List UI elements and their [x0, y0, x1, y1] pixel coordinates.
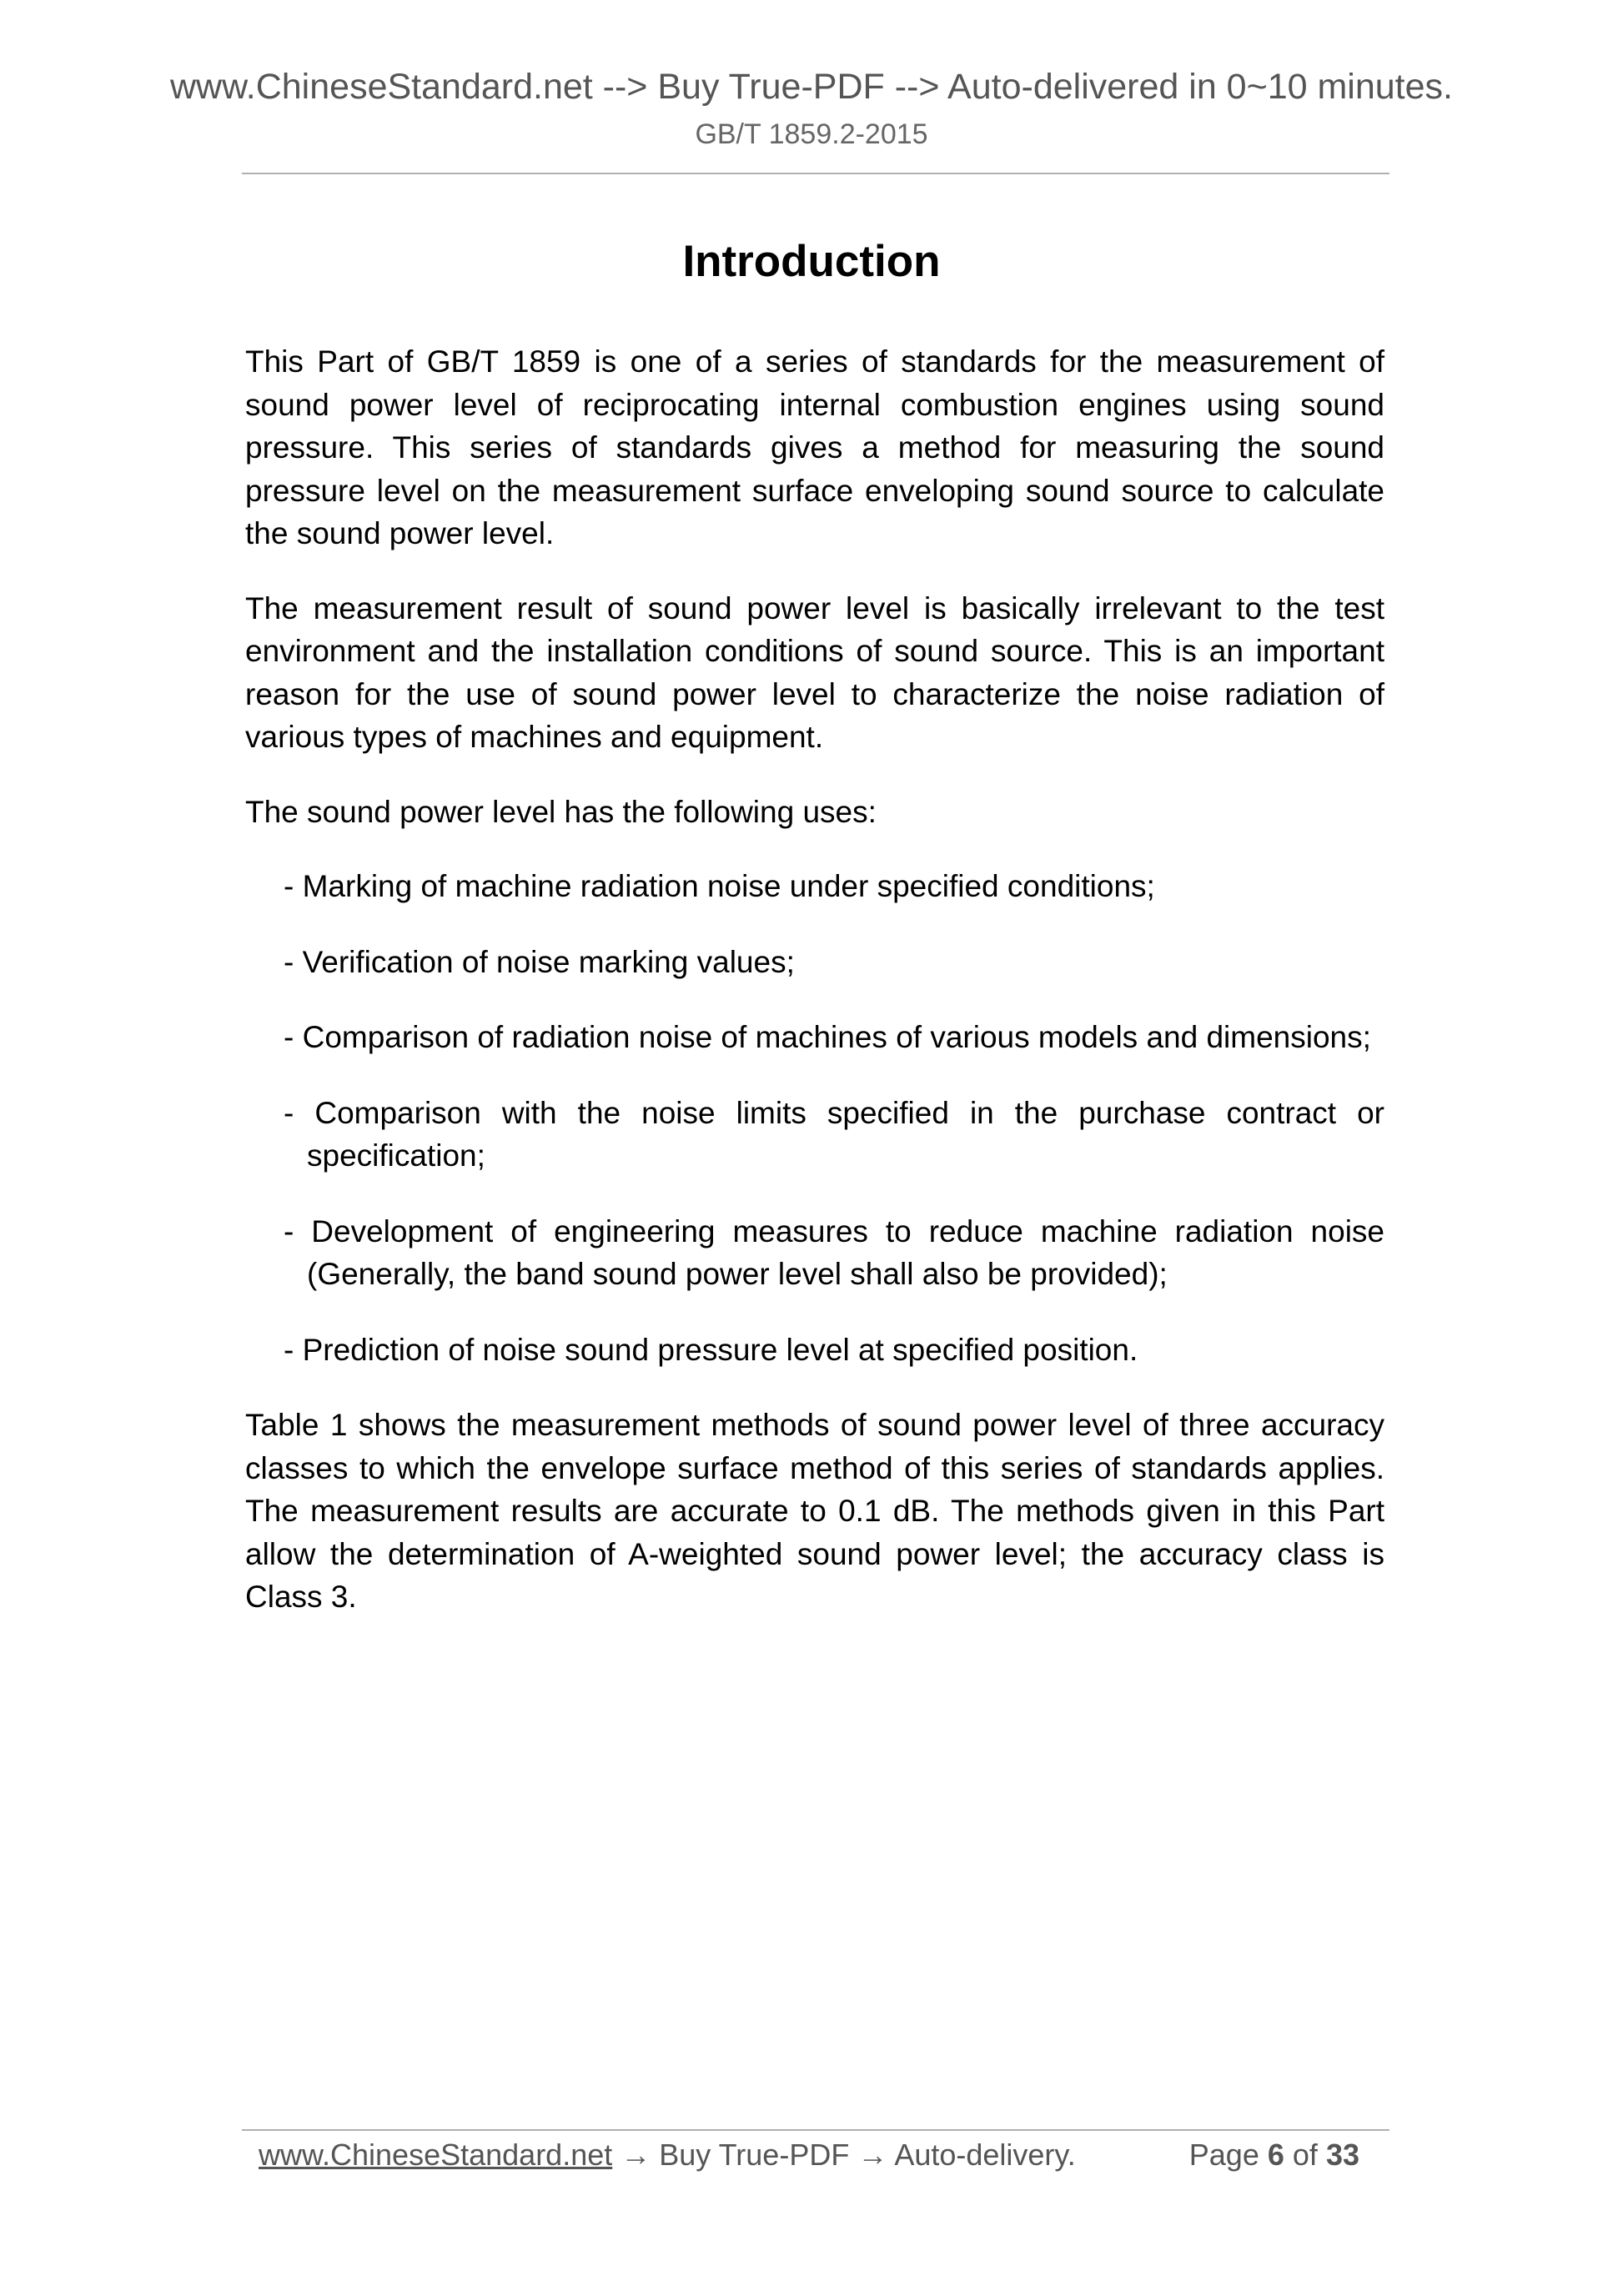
footer-divider	[242, 2129, 1389, 2131]
of-label: of	[1292, 2138, 1318, 2172]
list-item: - Development of engineering measures to reduce machine radiation noise (Generally, the band sound power level shall also be provided);	[284, 1213, 1384, 1291]
list-item: - Comparison of radiation noise of machines of various models and dimensions;	[284, 1020, 1371, 1054]
list-item: - Prediction of noise sound pressure level at specified position.	[284, 1332, 1138, 1367]
page-title: Introduction	[682, 237, 941, 286]
page-label: Page	[1188, 2138, 1259, 2172]
list-item: - Marking of machine radiation noise under specified conditions;	[284, 869, 1155, 903]
footer-tagline: → Buy True-PDF → Auto-delivery.	[612, 2138, 1076, 2172]
standard-id: GB/T 1859.2-2015	[695, 118, 928, 150]
paragraph-environment: The measurement result of sound power level is basically irrelevant to the test environment and the installation conditions of sound source. This is an important reason for the use of sound power level to characterize the noise radiation of various types of machines and equipment.	[245, 590, 1384, 754]
page-current: 6	[1267, 2138, 1284, 2172]
paragraph-uses-intro: The sound power level has the following uses:	[245, 794, 877, 829]
header-banner: www.ChineseStandard.net --> Buy True-PDF --> Auto-delivered in 0~10 minutes.	[169, 67, 1453, 107]
list-item: - Verification of noise marking values;	[284, 944, 795, 979]
page-indicator	[1189, 2135, 1359, 2175]
page-footer	[259, 2135, 1376, 2175]
page-total: 33	[1325, 2138, 1359, 2172]
paragraph-accuracy-classes: Table 1 shows the measurement methods of sound power level of three accuracy classes to which the envelope surface method of this series of standards applies. The measurement results are accurate to 0.1 dB. The methods given in this Part allow the determination of A-weighted sound power level; the accuracy class is Class 3.	[245, 1408, 1384, 1614]
uses-list	[245, 865, 1384, 1371]
footer-website-link[interactable]: www.ChineseStandard.net	[259, 2138, 613, 2172]
list-item: - Comparison with the noise limits specified in the purchase contract or specification;	[284, 1095, 1384, 1173]
paragraph-scope: This Part of GB/T 1859 is one of a series of standards for the measurement of sound power level of reciprocating internal combustion engines using sound pressure. This series of standards gives a method for measuring the sound pressure level on the measurement surface enveloping sound source to calculate the sound power level.	[245, 344, 1384, 550]
footer-promo	[259, 2135, 1076, 2175]
document-body	[245, 340, 1384, 1650]
header-divider	[242, 173, 1389, 174]
